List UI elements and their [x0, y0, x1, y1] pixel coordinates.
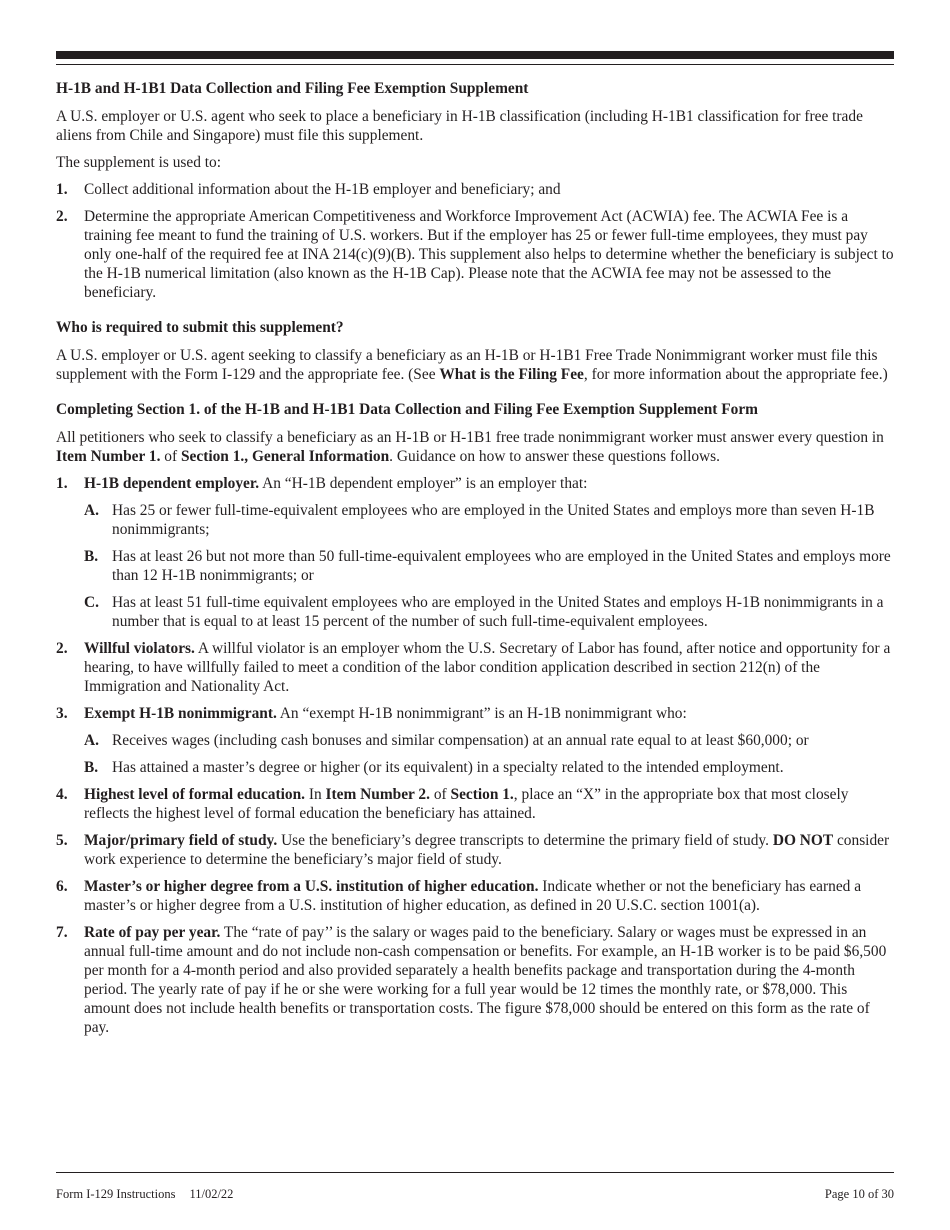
page-content — [56, 79, 896, 1045]
sub-item: C. Has at least 51 full-time equivalent employees who are employed in the United States and employs H-1B nonimmigrants in a number that is equal to at least 15 percent of the number of such full-time-equivalent employees. — [84, 594, 884, 630]
list-item-willful-violators: 2. Willful violators. A willful violator is an employer whom the U.S. Secretary of Labor has found, after notice and opportunity for a hearing, to have willfully failed to meet a condition of the labor condition application described in section 212(n) of the Immigration and Nationality Act. — [56, 640, 891, 695]
who-heading: Who is required to submit this supplement? — [56, 319, 344, 336]
item-text: Collect additional information about the H-1B employer and beneficiary; and — [84, 181, 561, 198]
footer-page-number: Page 10 of 30 — [824, 1187, 894, 1201]
sub-item: A. Receives wages (including cash bonuses and similar compensation) at an annual rate equal to at least $60,000; or — [84, 732, 809, 749]
sub-item: B. Has attained a master’s degree or higher (or its equivalent) in a specialty related to the intended employment. — [84, 759, 784, 776]
completing-paragraph: All petitioners who seek to classify a beneficiary as an H-1B or H-1B1 free trade nonimmigrant worker must answer every question in Item Number 1. of Section 1., General Information. Guidance on how to answer these questions follows. — [56, 429, 884, 465]
intro-lead: The supplement is used to: — [56, 154, 221, 171]
who-paragraph: A U.S. employer or U.S. agent seeking to classify a beneficiary as an H-1B or H-1B1 Free Trade Nonimmigrant worker must file this supplement with the Form I-129 and the appropriate fee. (See What is the Filing Fee, for more information about the appropriate fee.) — [56, 347, 888, 383]
list-item-exempt-nonimmigrant: 3. Exempt H-1B nonimmigrant. An “exempt H-1B nonimmigrant” is an H-1B nonimmigrant who: A. Receives wages (including cash bonuses and similar compensation) at an annual rate equal to at least $60,000; or B. Has attained a master’s degree or higher (or its equivalent) in a specialty related to the intended employment. — [56, 704, 896, 777]
header-thin-rule — [56, 64, 894, 65]
list-item-education: 4. Highest level of formal education. In Item Number 2. of Section 1., place an “X” in the appropriate box that most closely reflects the highest level of formal education the beneficiary has attained. — [56, 786, 849, 822]
intro-paragraph: A U.S. employer or U.S. agent who seek to place a beneficiary in H-1B classification (including H-1B1 classification for free trade aliens from Chile and Singapore) must file this supplement. — [56, 108, 863, 144]
sub-item: A. Has 25 or fewer full-time-equivalent employees who are employed in the United States and employs more than seven H-1B nonimmigrants; — [84, 502, 875, 538]
sub-item: B. Has at least 26 but not more than 50 full-time-equivalent employees who are employed in the United States and employs more than 12 H-1B nonimmigrants; or — [84, 548, 891, 584]
list-item-dependent-employer: 1. H-1B dependent employer. An “H-1B dependent employer” is an employer that: A. Has 25 or fewer full-time-equivalent employees who are employed in the United States and employs more than seven H-1B nonimmigrants; B. Has at least 26 but not more than 50 full-time-equivalent employees who are employed in the United States and employs more than 12 H-1B nonimmigrants; or C. Has at least 51 full-time equivalent employees who are employed in the United States and employs H-1B nonimmigrants in a number that is equal to at least 15 percent of the number of such full-time-equivalent employees. — [56, 474, 896, 631]
item-number: 2. — [56, 208, 68, 225]
list-item — [56, 207, 896, 302]
footer-form-info — [56, 1186, 247, 1202]
footer-form-name: Form I-129 Instructions — [56, 1187, 176, 1201]
section-title: H-1B and H-1B1 Data Collection and Filing Fee Exemption Supplement — [56, 80, 529, 97]
footer-rule — [56, 1172, 894, 1173]
list-item-rate-of-pay: 7. Rate of pay per year. The “rate of pay’’ is the salary or wages paid to the beneficiary. Salary or wages must be expressed in an annual full-time amount and do not include non-cash compensation or benefits. For example, an H-1B worker is to be paid $6,500 per month for a 4-month period and also provided separately a health benefits package and transportation during the 4-month period. The yearly rate of pay if he or she were working for a full year would be 12 times the monthly rate, or $78,000. This amount does not include health benefits or transportation costs. The figure $78,000 should be entered on this form as the rate of pay. — [56, 924, 887, 1036]
footer-date: 11/02/22 — [189, 1187, 234, 1201]
item-text: Determine the appropriate American Competitiveness and Workforce Improvement Act (ACWIA) fee. The ACWIA Fee is a training fee meant to fund the training of U.S. workers. But if the employer has 25 or fewer full-time employees, they must pay only one-half of the required fee at INA 214(c)(9)(B). This supplement also helps to determine whether the beneficiary is subject to the H-1B numerical limitation (also known as the H-1B Cap). Please note that the ACWIA fee may not be assessed to the beneficiary. — [84, 208, 894, 301]
list-item-masters-degree: 6. Master’s or higher degree from a U.S. institution of higher education. Indicate whether or not the beneficiary has earned a master’s or higher degree from a U.S. institution of higher education, as defined in 20 U.S.C. section 1001(a). — [56, 878, 862, 914]
item-number: 1. — [56, 181, 68, 198]
list-item-field-of-study: 5. Major/primary field of study. Use the beneficiary’s degree transcripts to determine the primary field of study. DO NOT consider work experience to determine the beneficiary’s major field of study. — [56, 832, 890, 868]
header-thick-rule — [56, 51, 894, 59]
completing-heading: Completing Section 1. of the H-1B and H-1B1 Data Collection and Filing Fee Exemption Supplement Form — [56, 401, 758, 418]
list-item — [56, 180, 896, 199]
